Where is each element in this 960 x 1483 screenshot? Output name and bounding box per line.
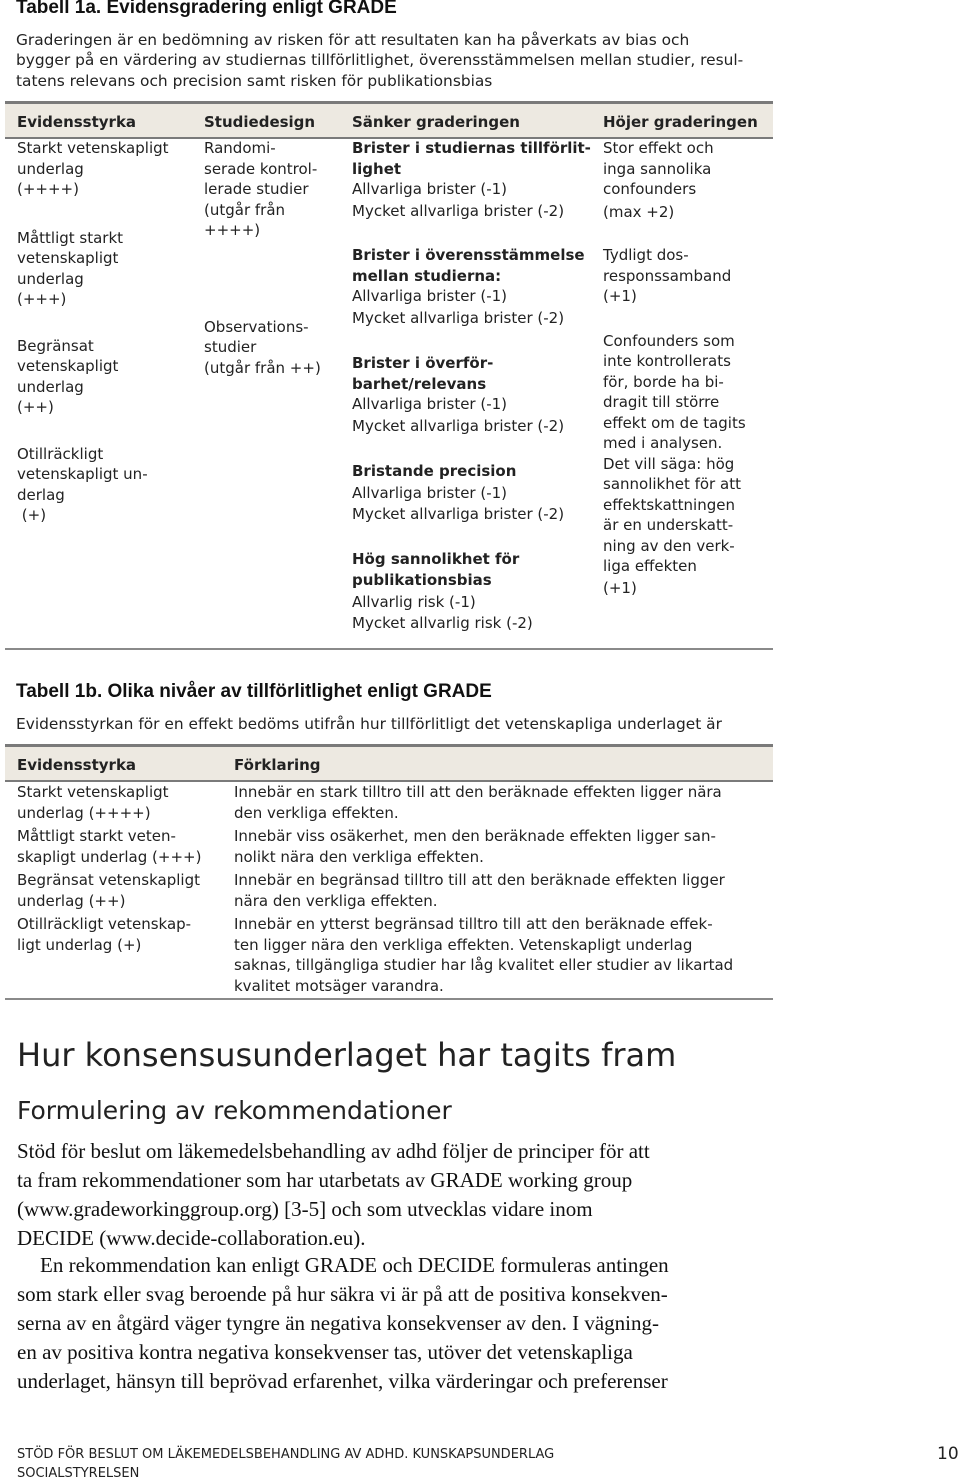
cell-line: (++++) <box>17 180 79 198</box>
cell-line: Hög sannolikhet för <box>352 549 520 568</box>
paragraph-line: som stark eller svag beroende på hur säkra vi är på att de positiva konsekven- <box>17 1282 668 1306</box>
paragraph-line: ta fram rekommendationer som har utarbetats av GRADE working group <box>17 1168 633 1192</box>
cell-line: med i analysen. <box>603 434 723 452</box>
section-heading: Hur konsensusunderlaget har tagits fram <box>17 1036 677 1074</box>
header-studiedesign: Studiedesign <box>204 113 316 131</box>
table1a-header-row <box>5 101 773 139</box>
cell-line: Starkt vetenskapligt <box>17 139 169 157</box>
cell-line: vetenskapligt <box>17 357 119 375</box>
cell-line: responssamband <box>603 266 732 285</box>
cell-line: serade kontrol- <box>204 159 318 178</box>
cell-line: Allvarlig risk (-1) <box>352 592 476 611</box>
cell-line: lighet <box>352 159 402 178</box>
intro-line: tatens relevans och precision samt risken för publikationsbias <box>16 71 493 90</box>
cell-line: ligt underlag (+) <box>17 935 142 954</box>
cell-line: studier <box>204 338 257 356</box>
cell-line: vetenskapligt <box>17 249 119 267</box>
table1a-title: Tabell 1a. Evidensgradering enligt GRADE <box>16 0 397 18</box>
cell-line: Mycket allvarliga brister (-2) <box>352 308 565 327</box>
table1b-col-level <box>17 782 201 955</box>
table1a-col-studiedesign <box>204 138 321 378</box>
cell-line: (utgår från ++) <box>204 358 321 377</box>
paragraph-line: Stöd för beslut om läkemedelsbehandling av adhd följer de principer för att <box>17 1139 650 1163</box>
cell-line: Innebär en begränsad tilltro till att den beräknade effekten ligger <box>234 871 725 889</box>
cell-line: vetenskapligt un- <box>17 465 148 483</box>
cell-line: mellan studierna: <box>352 266 502 285</box>
cell-line: derlag <box>17 485 65 504</box>
cell-line: Mycket allvarliga brister (-2) <box>352 201 565 220</box>
table1a-intro <box>16 30 743 91</box>
cell-line: sannolikhet för att <box>603 475 741 493</box>
cell-line: Bristande precision <box>352 462 517 480</box>
paragraph-line: underlaget, hänsyn till beprövad erfarenhet, vilka värderingar och preferenser <box>17 1369 668 1393</box>
cell-line: Allvarliga brister (-1) <box>352 483 508 502</box>
cell-line: underlag <box>17 377 84 396</box>
table1a-col-evidensstyrka <box>17 138 169 526</box>
cell-line: Måttligt starkt veten- <box>17 827 176 845</box>
cell-line: Begränsat <box>17 336 94 355</box>
paragraph-line: (www.gradeworkinggroup.org) [3-5] och som utvecklas vidare inom <box>17 1197 593 1221</box>
cell-line: (+1) <box>603 287 637 305</box>
cell-line: barhet/relevans <box>352 374 487 393</box>
cell-line: ten ligger nära den verkliga effekten. Vetenskapligt underlag <box>234 935 693 954</box>
table1b-header-row <box>5 744 773 782</box>
cell-line: kvalitet motsäger varandra. <box>234 976 444 995</box>
cell-line: underlag (++++) <box>17 803 151 822</box>
cell-line: Mycket allvarlig risk (-2) <box>352 614 533 632</box>
cell-line: för, borde ha bi- <box>603 372 724 391</box>
cell-line: (+) <box>17 506 47 524</box>
paragraph-line: En rekommendation kan enligt GRADE och DECIDE formuleras antingen <box>40 1253 669 1277</box>
cell-line: (max +2) <box>603 202 675 221</box>
paragraph-line: serna av en åtgärd väger tyngre än negativa konsekvenser av den. I vägning- <box>17 1311 659 1335</box>
cell-line: Brister i studiernas tillförlit- <box>352 139 591 157</box>
cell-line: nolikt nära den verkliga effekten. <box>234 847 484 866</box>
table1b-title: Tabell 1b. Olika nivåer av tillförlitlighet enligt GRADE <box>16 681 492 702</box>
cell-line: skapligt underlag (+++) <box>17 847 202 866</box>
cell-line: underlag <box>17 269 84 288</box>
cell-line: underlag <box>17 159 84 178</box>
cell-line: underlag (++) <box>17 891 126 910</box>
table1a-col-hojer <box>603 138 746 598</box>
cell-line: Stor effekt och <box>603 139 714 157</box>
header-sanker: Sänker graderingen <box>352 113 520 131</box>
table1a-col-sanker <box>352 138 591 634</box>
paragraph-line: en av positiva kontra negativa konsekvenser tas, utöver det vetenskapliga <box>17 1340 633 1364</box>
table1b-bottom-rule <box>5 998 773 1000</box>
table1b-col-explanation <box>234 782 733 996</box>
cell-line: är en underskatt- <box>603 516 734 534</box>
cell-line: Starkt vetenskapligt <box>17 783 169 801</box>
cell-line: Mycket allvarliga brister (-2) <box>352 505 565 523</box>
cell-line: Confounders som <box>603 331 735 350</box>
cell-line: Otillräckligt <box>17 444 104 463</box>
cell-line: Begränsat vetenskapligt <box>17 871 200 889</box>
cell-line: confounders <box>603 180 697 198</box>
cell-line: Mycket allvarliga brister (-2) <box>352 416 565 435</box>
footer-publisher: SOCIALSTYRELSEN <box>17 1466 140 1481</box>
cell-line: (++) <box>17 398 54 416</box>
cell-line: (utgår från <box>204 200 286 219</box>
cell-line: (+1) <box>603 578 637 597</box>
cell-line: Brister i överför- <box>352 354 494 372</box>
cell-line: Det vill säga: hög <box>603 454 735 473</box>
intro-line: bygger på en värdering av studiernas tillförlitlighet, överensstämmelsen mellan studier, resul- <box>16 51 744 70</box>
cell-line: Måttligt starkt <box>17 228 124 247</box>
table1b-intro: Evidensstyrkan för en effekt bedöms utifrån hur tillförlitligt det vetenskapliga underlaget är <box>16 715 722 733</box>
cell-line: Innebär viss osäkerhet, men den beräknade effekten ligger san- <box>234 827 716 845</box>
table1a-bottom-rule <box>5 648 773 650</box>
page-number: 10 <box>937 1444 959 1464</box>
paragraph-1 <box>17 1137 650 1253</box>
header-hojer: Höjer graderingen <box>603 113 758 131</box>
cell-line: nära den verkliga effekten. <box>234 891 438 910</box>
cell-line: ning av den verk- <box>603 536 735 555</box>
cell-line: (+++) <box>17 290 67 308</box>
paragraph-line: DECIDE (www.decide-collaboration.eu). <box>17 1226 366 1250</box>
cell-line: effekt om de tagits <box>603 413 746 432</box>
cell-line: inga sannolika <box>603 159 712 178</box>
cell-line: inte kontrollerats <box>603 352 731 370</box>
header-evidensstyrka: Evidensstyrka <box>17 756 137 774</box>
cell-line: saknas, tillgängliga studier har låg kvalitet eller studier av likartad <box>234 956 734 974</box>
cell-line: publikationsbias <box>352 571 492 589</box>
paragraph-2 <box>17 1251 669 1396</box>
cell-line: Otillräckligt vetenskap- <box>17 915 192 933</box>
cell-line: ++++) <box>204 221 261 239</box>
cell-line: Brister i överensstämmelse <box>352 246 585 264</box>
cell-line: dragit till större <box>603 393 720 411</box>
cell-line: den verkliga effekten. <box>234 803 399 822</box>
cell-line: Observations- <box>204 317 309 336</box>
header-forklaring: Förklaring <box>234 756 321 774</box>
cell-line: effektskattningen <box>603 495 735 514</box>
cell-line: liga effekten <box>603 557 697 575</box>
cell-line: Innebär en ytterst begränsad tilltro till att den beräknade effek- <box>234 915 713 933</box>
cell-line: Allvarliga brister (-1) <box>352 395 508 413</box>
cell-line: Allvarliga brister (-1) <box>352 180 508 198</box>
cell-line: Tydligt dos- <box>603 246 689 264</box>
footer-title: STÖD FÖR BESLUT OM LÄKEMEDELSBEHANDLING AV ADHD. KUNSKAPSUNDERLAG <box>17 1447 555 1462</box>
cell-line: Innebär en stark tilltro till att den beräknade effekten ligger nära <box>234 783 722 801</box>
cell-line: Allvarliga brister (-1) <box>352 287 508 305</box>
header-evidensstyrka: Evidensstyrka <box>17 113 137 131</box>
section-subheading: Formulering av rekommendationer <box>17 1096 452 1125</box>
cell-line: Randomi- <box>204 139 276 157</box>
intro-line: Graderingen är en bedömning av risken för att resultaten kan ha påverkats av bias och <box>16 31 690 49</box>
cell-line: lerade studier <box>204 180 309 198</box>
